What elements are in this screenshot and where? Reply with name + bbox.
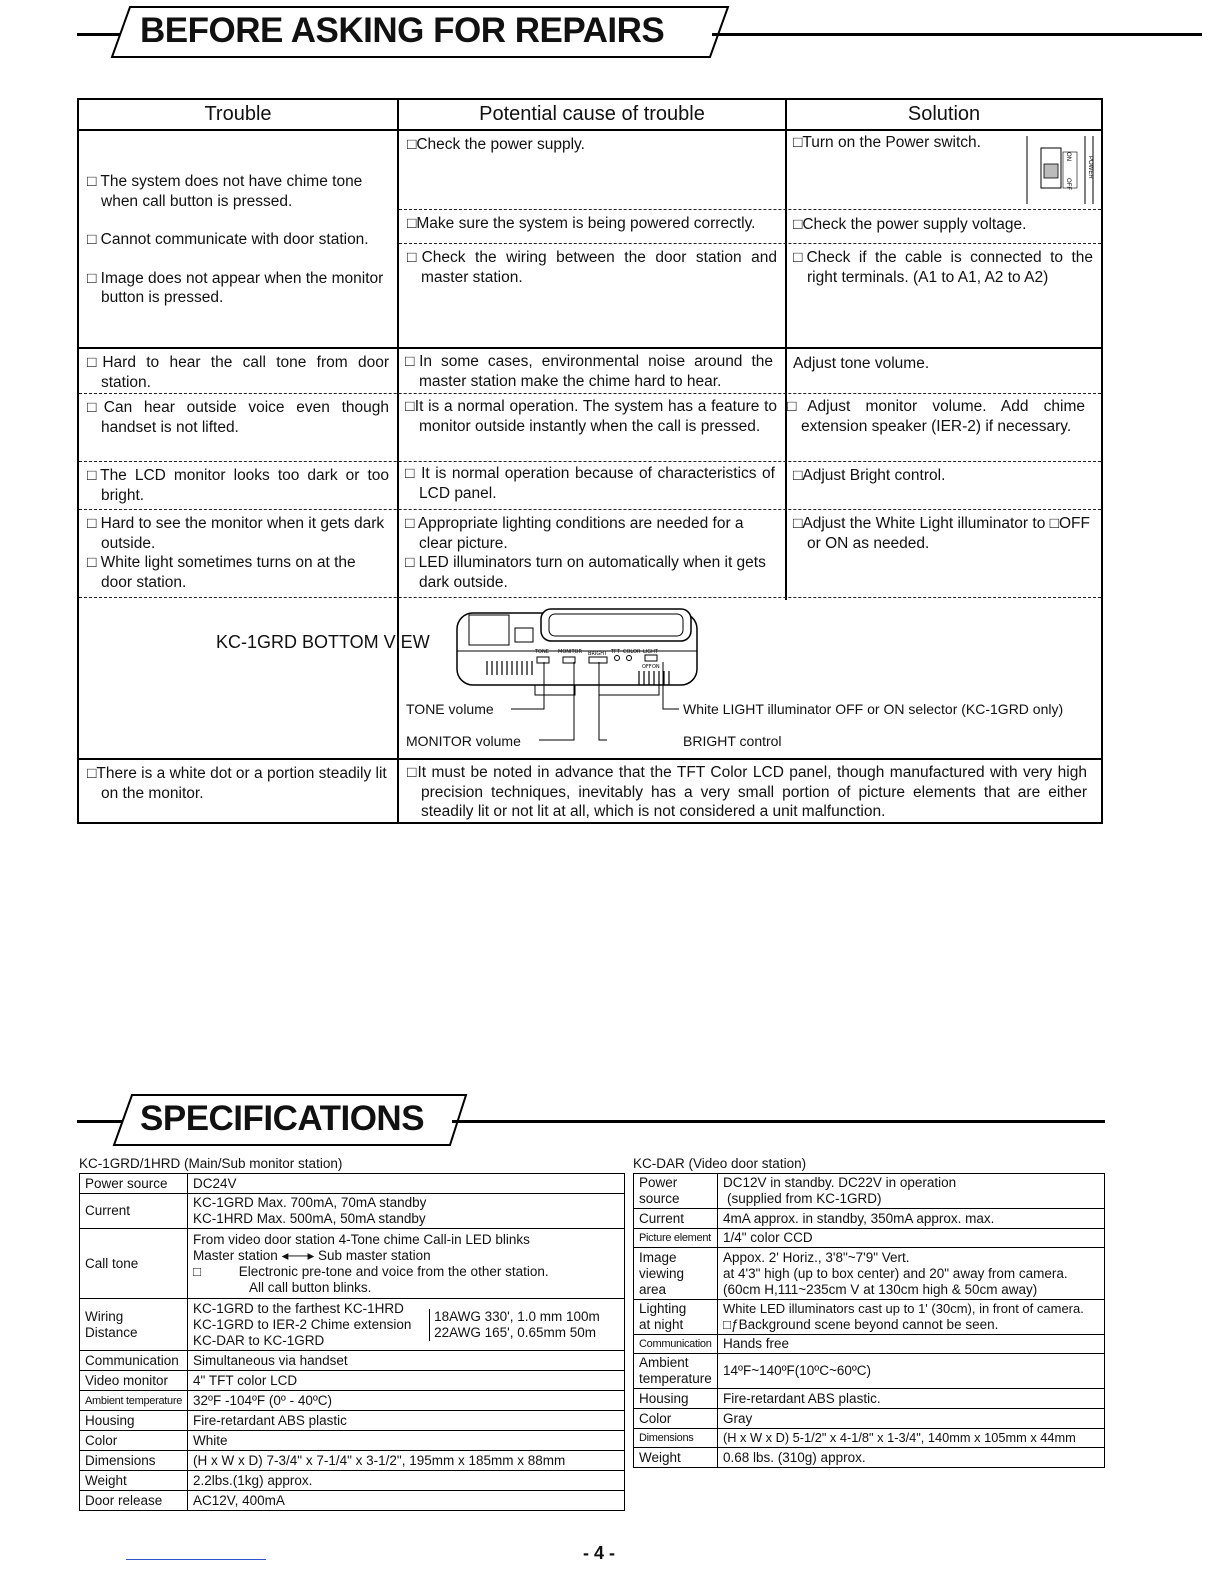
- header-solution: Solution: [907, 103, 981, 125]
- spec-key: [634, 1354, 718, 1389]
- solution-text: □Check if the cable is connected to the right terminals. (A1 to A1, A2 to A2): [793, 249, 1093, 286]
- spec-key: Call tone: [80, 1229, 188, 1299]
- dashed-divider: [79, 597, 1101, 598]
- spec-line: □ƒBackground scene beyond cannot be seen.: [723, 1317, 999, 1332]
- spec-line: KC-1GRD to IER-2 Chime extension: [193, 1316, 412, 1332]
- col-divider: [785, 100, 787, 600]
- header-rule-right: [712, 33, 1202, 36]
- spec-key-line: Power: [639, 1175, 678, 1190]
- label-tone-volume: TONE volume: [406, 701, 494, 717]
- cause-text: □ LED illuminators turn on automatically when it gets dark outside.: [405, 554, 766, 591]
- spec-key: Dimensions: [80, 1451, 188, 1471]
- spec-key: Picture element: [634, 1229, 718, 1248]
- trouble-text: □ The system does not have chime tone when call button is pressed.: [87, 173, 363, 210]
- trouble-text: □ White light sometimes turns on at the door station.: [87, 554, 356, 591]
- spec-key-line: Image: [639, 1249, 677, 1265]
- group-divider: [79, 347, 1101, 349]
- spec-key: Communication: [634, 1335, 718, 1354]
- spec-line: KC-1GRD Max. 700mA, 70mA standby: [193, 1195, 427, 1210]
- trouble-text: □Hard to hear the call tone from door station.: [87, 354, 389, 391]
- solution-text: Adjust tone volume.: [793, 355, 930, 372]
- solution-text: □Adjust Bright control.: [793, 467, 946, 484]
- switch-off-label: OFF: [1065, 178, 1071, 190]
- spec-key: [634, 1248, 718, 1300]
- spec-line: 22AWG 165', 0.65mm 50m: [434, 1324, 597, 1340]
- spec-key: Communication: [80, 1351, 188, 1371]
- spec-value: DC24V: [188, 1174, 625, 1194]
- spec-value: 4" TFT color LCD: [188, 1371, 625, 1391]
- cause-text: □ Appropriate lighting conditions are needed for a clear picture.: [405, 515, 744, 552]
- spec-table-door-station: [633, 1173, 1105, 1468]
- spec-line: DC12V in standby. DC22V in operation: [723, 1175, 957, 1190]
- spec-key: [80, 1299, 188, 1351]
- spec-line: All call button blinks.: [249, 1279, 372, 1295]
- section-title-specs: SPECIFICATIONS: [140, 1099, 425, 1138]
- dashed-divider: [79, 393, 1101, 394]
- cause-light: [405, 514, 775, 592]
- bracket-group: [429, 1309, 600, 1341]
- spec-value: AC12V, 400mA: [188, 1491, 625, 1511]
- spec-value: Simultaneous via handset: [188, 1351, 625, 1371]
- cause-text: □In some cases, environmental noise around the master station make the chime hard to hear.: [405, 353, 773, 390]
- device-label: MONITOR: [558, 649, 582, 655]
- spec-key: Color: [634, 1409, 718, 1429]
- header-trouble: Trouble: [204, 103, 272, 125]
- header-rule-right: [452, 1120, 1105, 1123]
- group-divider: [79, 758, 1101, 760]
- spec-key-line: at night: [639, 1317, 684, 1332]
- spec-line: KC-1HRD Max. 500mA, 50mA standby: [193, 1211, 426, 1226]
- spec-value: [718, 1174, 1105, 1209]
- trouble-light: [87, 514, 387, 592]
- trouble-group1: [87, 172, 387, 308]
- header-cause: Potential cause of trouble: [479, 103, 705, 125]
- trouble-text: □ Image does not appear when the monitor button is pressed.: [87, 269, 384, 306]
- spec-key: Power source: [80, 1174, 188, 1194]
- arrow-icon: ◂──▸: [281, 1247, 315, 1263]
- spec-key: [634, 1300, 718, 1335]
- spec-key: Color: [80, 1431, 188, 1451]
- spec-value: Gray: [718, 1409, 1105, 1429]
- spec-key: Housing: [634, 1389, 718, 1409]
- spec-key: Weight: [634, 1448, 718, 1468]
- spec-line: (supplied from KC-1GRD): [727, 1191, 882, 1206]
- label-bright-control: BRIGHT control: [683, 733, 782, 749]
- power-switch-icon: [1023, 132, 1099, 208]
- trouble-text: □ Hard to see the monitor when it gets dark outside.: [87, 515, 385, 552]
- spec-key-line: Distance: [85, 1324, 138, 1340]
- spec-key-line: source: [639, 1191, 680, 1206]
- spec-key: Video monitor: [80, 1371, 188, 1391]
- dashed-divider: [399, 243, 1101, 244]
- spec-value: [188, 1299, 625, 1351]
- spec-value: 1/4" color CCD: [718, 1229, 1105, 1248]
- label-light-selector: White LIGHT illuminator OFF or ON selector (KC-1GRD only): [683, 701, 1064, 717]
- spec-value: [188, 1229, 625, 1299]
- spec-line: 18AWG 330', 1.0 mm 100m: [434, 1308, 600, 1324]
- spec-left-title: KC-1GRD/1HRD (Main/Sub monitor station): [79, 1156, 343, 1171]
- footer-link-line: [126, 1559, 266, 1560]
- spec-key-line: Lighting: [639, 1301, 687, 1316]
- spec-line: at 4'3" high (up to box center) and 20" away from camera.: [723, 1265, 1068, 1281]
- trouble-table: [77, 98, 1103, 824]
- device-label: OFF: [642, 664, 652, 670]
- switch-on-label: ON: [1065, 152, 1071, 161]
- spec-value: 2.2lbs.(1kg) approx.: [188, 1471, 625, 1491]
- spec-line: KC-DAR to KC-1GRD: [193, 1332, 325, 1348]
- spec-value: 32ºF -104ºF (0º - 40ºC): [188, 1391, 625, 1411]
- cause-text: □ It is normal operation because of characteristics of LCD panel.: [405, 465, 775, 502]
- device-label: BRIGHT: [588, 651, 608, 657]
- spec-value: [188, 1194, 625, 1229]
- spec-key: Ambient temperature: [80, 1391, 188, 1411]
- spec-table-monitor: [79, 1173, 625, 1511]
- spec-line: KC-1GRD to the farthest KC-1HRD: [193, 1300, 404, 1316]
- spec-key-line: viewing: [639, 1265, 685, 1281]
- switch-power-label: POWER: [1087, 156, 1093, 179]
- dashed-divider: [79, 461, 1101, 462]
- device-label: TFT: [611, 649, 620, 655]
- spec-key: Current: [80, 1194, 188, 1229]
- device-label: ON: [652, 664, 660, 670]
- spec-key: [634, 1174, 718, 1209]
- spec-value: Hands free: [718, 1335, 1105, 1354]
- solution-text: □Check the power supply voltage.: [793, 216, 1027, 233]
- dashed-divider: [79, 509, 1101, 510]
- spec-value: Fire-retardant ABS plastic: [188, 1411, 625, 1431]
- spec-value: [718, 1248, 1105, 1300]
- spec-value: Fire-retardant ABS plastic.: [718, 1389, 1105, 1409]
- spec-line: □ Electronic pre-tone and voice from the other station.: [193, 1263, 549, 1279]
- cause-text: □Check the power supply.: [407, 136, 585, 153]
- solution-text: □Adjust the White Light illuminator to □OFF or ON as needed.: [793, 515, 1090, 552]
- spec-key: Current: [634, 1209, 718, 1229]
- page-number: - 4 -: [583, 1543, 616, 1563]
- spec-value: White: [188, 1431, 625, 1451]
- cause-text: □It must be noted in advance that the TFT Color LCD panel, though manufactured with very high precision techniques, inevitably has a very small portion of picture elements that are either steadily lit or not lit at all, which is not considered a unit malfunction.: [407, 764, 1087, 820]
- spec-line: From video door station 4-Tone chime Call-in LED blinks: [193, 1231, 530, 1247]
- spec-line: Appox. 2' Horiz., 3'8"~7'9" Vert.: [723, 1249, 910, 1265]
- trouble-text: □ Cannot communicate with door station.: [87, 231, 369, 248]
- solution-text: □Adjust monitor volume. Add chime extension speaker (IER-2) if necessary.: [787, 398, 1085, 435]
- trouble-text: □The LCD monitor looks too dark or too bright.: [87, 467, 389, 504]
- spec-line: White LED illuminators cast up to 1' (30cm), in front of camera.: [723, 1301, 1084, 1316]
- spec-key-line: Ambient: [639, 1355, 689, 1370]
- cause-text: □Make sure the system is being powered correctly.: [407, 215, 756, 232]
- spec-value: 4mA approx. in standby, 350mA approx. max.: [718, 1209, 1105, 1229]
- cause-text: □It is a normal operation. The system has a feature to monitor outside instantly when the call is pressed.: [405, 398, 777, 435]
- spec-value: (H x W x D) 7-3/4" x 7-1/4" x 3-1/2", 195mm x 185mm x 88mm: [188, 1451, 625, 1471]
- cause-text: □Check the wiring between the door station and master station.: [407, 249, 777, 286]
- dashed-divider: [399, 209, 1101, 210]
- spec-value: [718, 1300, 1105, 1335]
- solution-text: □Turn on the Power switch.: [793, 134, 981, 151]
- spec-value: 14ºF~140ºF(10ºC~60ºC): [718, 1354, 1105, 1389]
- spec-key-line: temperature: [639, 1371, 712, 1386]
- diagram-title: KC-1GRD BOTTOM VIEW: [216, 632, 430, 652]
- spec-key: Door release: [80, 1491, 188, 1511]
- device-label: COLOR: [623, 649, 641, 655]
- spec-value: 0.68 lbs. (310g) approx.: [718, 1448, 1105, 1468]
- device-label: LIGHT: [643, 649, 658, 655]
- section-title-repairs: BEFORE ASKING FOR REPAIRS: [140, 11, 665, 50]
- spec-text: Master station: [193, 1247, 278, 1263]
- trouble-text: □There is a white dot or a portion steadily lit on the monitor.: [87, 765, 387, 802]
- header-divider: [79, 129, 1101, 131]
- spec-key: Weight: [80, 1471, 188, 1491]
- spec-key-line: area: [639, 1281, 667, 1297]
- spec-value: (H x W x D) 5-1/2" x 4-1/8" x 1-3/4", 140mm x 105mm x 44mm: [718, 1429, 1105, 1448]
- spec-line: [193, 1248, 619, 1264]
- device-label: TONE: [535, 649, 549, 655]
- spec-text: Sub master station: [318, 1247, 431, 1263]
- spec-key-line: Wiring: [85, 1308, 124, 1324]
- spec-key: Housing: [80, 1411, 188, 1431]
- trouble-text: □Can hear outside voice even though handset is not lifted.: [87, 399, 389, 436]
- label-monitor-volume: MONITOR volume: [406, 733, 521, 749]
- spec-line: (60cm H,111~235cm V at 130cm high & 50cm away): [723, 1281, 1038, 1297]
- spec-key: Dimensions: [634, 1429, 718, 1448]
- spec-right-title: KC-DAR (Video door station): [633, 1156, 807, 1171]
